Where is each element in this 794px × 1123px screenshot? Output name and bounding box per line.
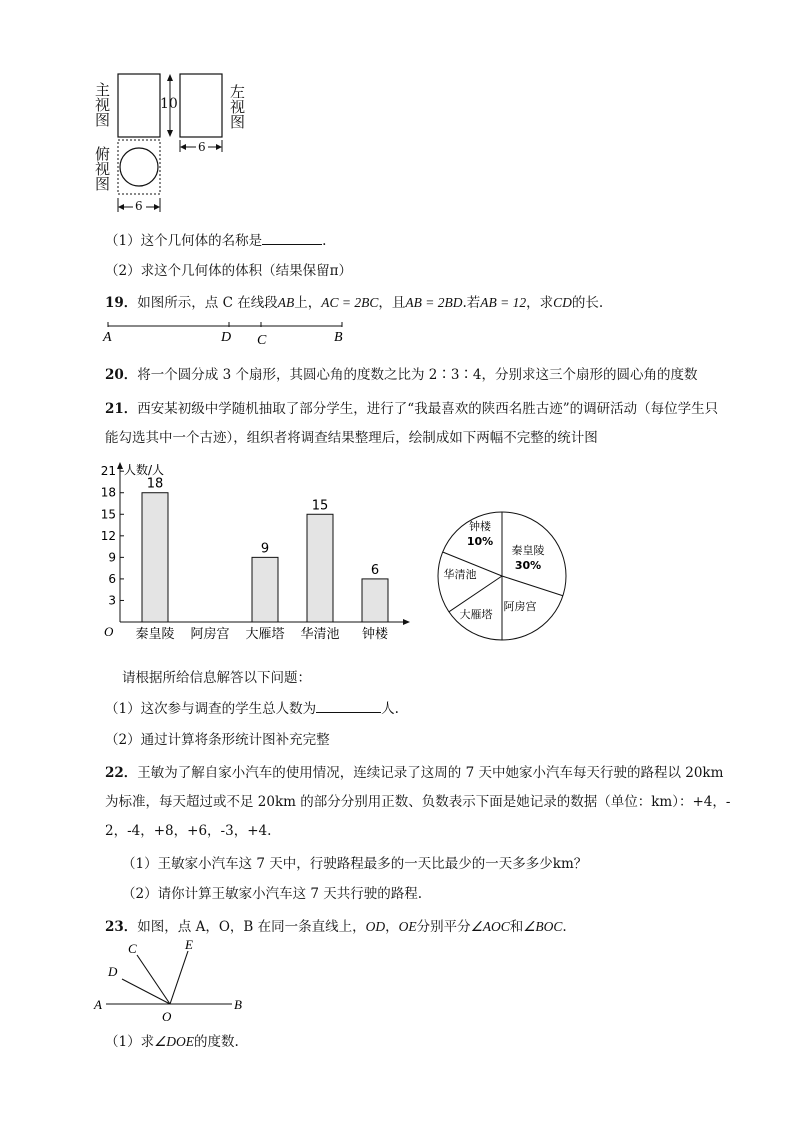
slice-percent-label: 10%: [466, 535, 494, 548]
ray-oc: [137, 955, 170, 1004]
point-d-label: D: [221, 330, 232, 345]
q22-part2: （2）请你计算王敏家小汽车这 7 天共行驶的路程.: [122, 886, 423, 902]
slice-label: 阿房宫: [503, 600, 537, 613]
category-label: 华清池: [300, 627, 340, 642]
slice-label: 大雁塔: [459, 608, 493, 621]
q21-line1: 21．西安某初级中学随机抽取了部分学生，进行了“我最喜欢的陕西名胜古迹”的调研活动（每位学生只: [105, 401, 719, 417]
q19-text: 19．如图所示，点 C 在线段AB上，AC = 2BC，且AB = 2BD.若AB = 12，求CD的长.: [105, 295, 604, 311]
point-o-label: O: [162, 1009, 172, 1024]
slice-divider: [449, 576, 502, 612]
top-width-dimension: 6: [135, 199, 143, 213]
top-view-circle: [120, 148, 158, 186]
y-tick-label: 9: [108, 550, 116, 565]
y-tick-label: 18: [100, 485, 116, 500]
bar-chart: [96, 456, 416, 646]
point-c-label: C: [257, 333, 267, 348]
q18-part2: （2）求这个几何体的体积（结果保留π）: [105, 263, 352, 279]
bar-value-label: 9: [260, 541, 270, 557]
height-dimension: 10: [160, 96, 178, 112]
point-c-label: C: [128, 941, 137, 956]
pie-chart: [432, 506, 572, 646]
point-b-label: B: [234, 997, 242, 1012]
bar-value-label: 18: [146, 476, 164, 492]
q23-angle-figure: [92, 937, 262, 1027]
y-tick-label: 12: [100, 528, 116, 543]
q23-part1: （1）求∠DOE的度数.: [105, 1034, 239, 1050]
q21-part1: （1）这次参与调查的学生总人数为 人.: [105, 701, 399, 717]
bar: [362, 579, 388, 622]
y-axis-title: 人数/人: [124, 463, 165, 477]
x-axis-arrow: [403, 619, 410, 625]
point-a-label: A: [103, 330, 112, 345]
front-view-label: 主视图: [93, 82, 111, 127]
point-d-label: D: [108, 964, 118, 979]
y-tick-label: 6: [108, 571, 116, 586]
top-view-label: 俯视图: [93, 146, 111, 191]
q21-part2: （2）通过计算将条形统计图补充完整: [105, 732, 330, 748]
q21-line2: 能勾选其中一个古迹），组织者将调查结果整理后，绘制成如下两幅不完整的统计图: [105, 430, 598, 446]
q23-text: 23．如图，点 A，O，B 在同一条直线上，OD，OE分别平分∠AOC和∠BOC.: [105, 919, 567, 935]
point-a-label: A: [94, 997, 102, 1012]
slice-percent-label: 30%: [514, 559, 542, 572]
answer-blank[interactable]: [262, 232, 322, 245]
left-width-dimension: 6: [198, 140, 206, 154]
y-tick-label: 21: [100, 464, 116, 479]
answer-blank[interactable]: [316, 700, 381, 713]
slice-label: 秦皇陵: [511, 544, 545, 557]
q20-text: 20．将一个圆分成 3 个扇形，其圆心角的度数之比为 2∶3∶4，分别求这三个扇形的圆心角的度数: [105, 367, 698, 383]
left-view-rect: [180, 74, 222, 137]
front-view-rect: [118, 74, 160, 137]
bar: [142, 493, 168, 622]
left-view-label: 左视图: [228, 84, 246, 129]
slice-label: 钟楼: [469, 520, 491, 533]
slice-label: 华清池: [443, 568, 477, 581]
q22-part1: （1）王敏家小汽车这 7 天中，行驶路程最多的一天比最少的一天多多少km？: [122, 856, 588, 872]
category-label: 大雁塔: [245, 627, 285, 642]
point-b-label: B: [334, 330, 343, 345]
q18-part1: （1）这个几何体的名称是 .: [105, 233, 327, 249]
point-e-label: E: [185, 937, 193, 952]
category-label: 秦皇陵: [135, 627, 175, 642]
bar: [307, 514, 333, 622]
slice-divider: [502, 576, 563, 596]
q19-segment-figure: [100, 314, 360, 350]
bar-value-label: 6: [370, 562, 380, 578]
ray-oe: [170, 951, 188, 1004]
y-tick-label: 3: [108, 593, 116, 608]
bar-value-label: 15: [311, 498, 329, 514]
ray-od: [122, 979, 170, 1004]
q21-prompt: 请根据所给信息解答以下问题：: [122, 670, 311, 686]
q22-line2: 为标准，每天超过或不足 20km 的部分分别用正数、负数表示下面是她记录的数据（单位：km）：+4，-: [105, 794, 731, 810]
category-label: 钟楼: [361, 627, 389, 642]
q22-line1: 22．王敏为了解自家小汽车的使用情况，连续记录了这周的 7 天中她家小汽车每天行驶的路程以 20km: [105, 765, 724, 781]
origin-label: O: [104, 624, 114, 639]
bar: [252, 557, 278, 622]
y-tick-label: 15: [100, 507, 116, 522]
category-label: 阿房宫: [190, 627, 230, 642]
y-axis-arrow: [117, 462, 123, 469]
q22-line3: 2，-4，+8，+6，-3，+4.: [105, 823, 272, 839]
